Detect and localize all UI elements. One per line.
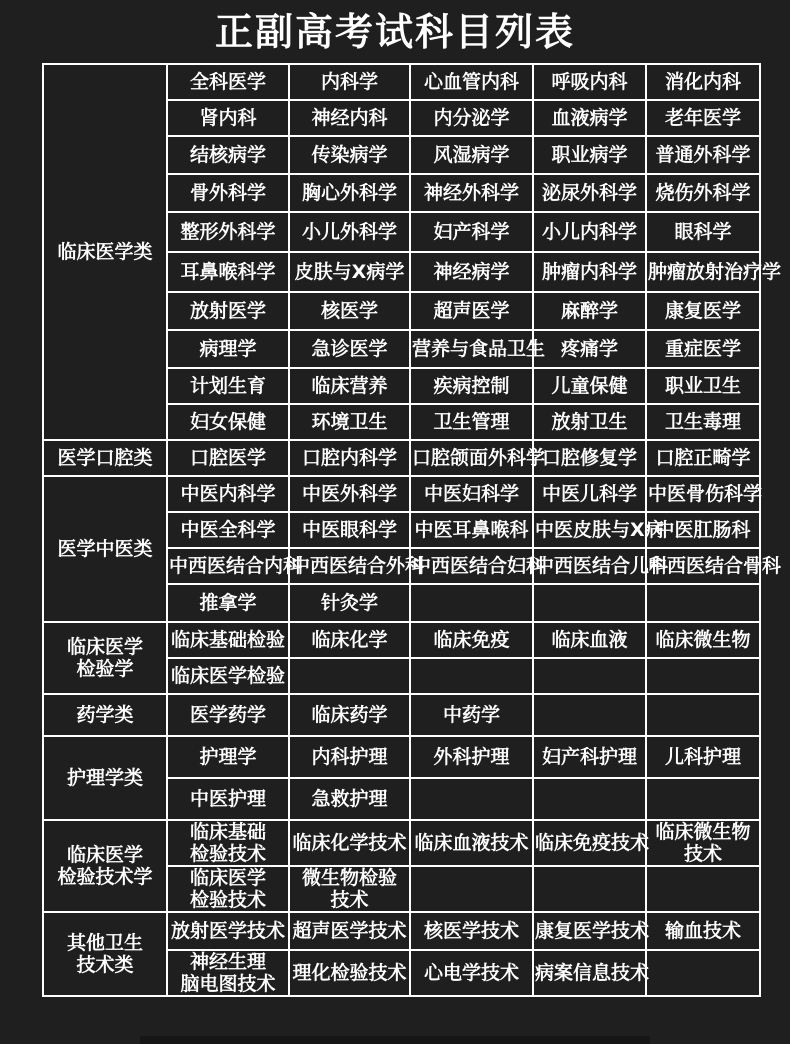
subject-cell: 临床免疫技术 bbox=[533, 820, 646, 866]
subject-cell: 输血技术 bbox=[646, 912, 760, 950]
subject-cell: 超声医学技术 bbox=[289, 912, 410, 950]
subject-cell: 口腔内科学 bbox=[289, 440, 410, 476]
subject-cell: 中西医结合骨科 bbox=[646, 548, 760, 584]
subject-cell: 针灸学 bbox=[289, 584, 410, 622]
subject-cell: 微生物检验 技术 bbox=[289, 866, 410, 912]
subject-cell: 普通外科学 bbox=[646, 136, 760, 174]
subject-cell: 临床医学 检验技术 bbox=[167, 866, 289, 912]
subject-cell: 放射医学 bbox=[167, 292, 289, 330]
subject-cell: 呼吸内科 bbox=[533, 64, 646, 100]
subject-cell: 妇产科护理 bbox=[533, 736, 646, 778]
category-cell: 护理学类 bbox=[43, 736, 167, 820]
subject-cell: 消化内科 bbox=[646, 64, 760, 100]
subject-cell bbox=[289, 658, 410, 694]
subject-cell: 中西医结合内科 bbox=[167, 548, 289, 584]
subject-cell: 中医皮肤与X病 bbox=[533, 512, 646, 548]
subject-cell: 临床血液 bbox=[533, 622, 646, 658]
subject-cell: 口腔颌面外科学 bbox=[410, 440, 533, 476]
subject-cell bbox=[646, 658, 760, 694]
subject-cell: 烧伤外科学 bbox=[646, 174, 760, 212]
category-cell: 药学类 bbox=[43, 694, 167, 736]
subject-cell: 职业病学 bbox=[533, 136, 646, 174]
subject-cell bbox=[410, 866, 533, 912]
category-cell: 医学中医类 bbox=[43, 476, 167, 622]
subject-cell: 神经外科学 bbox=[410, 174, 533, 212]
subject-cell bbox=[410, 658, 533, 694]
subject-cell: 中医护理 bbox=[167, 778, 289, 820]
subject-cell: 神经内科 bbox=[289, 100, 410, 136]
table-row bbox=[43, 622, 760, 658]
subject-cell: 内科护理 bbox=[289, 736, 410, 778]
category-cell: 临床医学 检验学 bbox=[43, 622, 167, 694]
subject-cell: 急救护理 bbox=[289, 778, 410, 820]
subject-cell: 中医妇科学 bbox=[410, 476, 533, 512]
subject-cell: 中医眼科学 bbox=[289, 512, 410, 548]
subject-cell: 妇女保健 bbox=[167, 404, 289, 440]
category-cell: 临床医学类 bbox=[43, 64, 167, 440]
subject-cell: 中医全科学 bbox=[167, 512, 289, 548]
table-row bbox=[43, 64, 760, 100]
subject-cell: 耳鼻喉科学 bbox=[167, 252, 289, 292]
subject-cell: 麻醉学 bbox=[533, 292, 646, 330]
subject-cell: 临床血液技术 bbox=[410, 820, 533, 866]
subject-cell: 临床基础检验 bbox=[167, 622, 289, 658]
subject-cell: 泌尿外科学 bbox=[533, 174, 646, 212]
subject-cell: 中医骨伤科学 bbox=[646, 476, 760, 512]
subject-cell: 心电学技术 bbox=[410, 950, 533, 996]
subject-cell: 疼痛学 bbox=[533, 330, 646, 368]
subject-cell bbox=[646, 584, 760, 622]
subject-cell: 整形外科学 bbox=[167, 212, 289, 252]
subject-cell: 临床化学 bbox=[289, 622, 410, 658]
subject-cell bbox=[646, 694, 760, 736]
table-row bbox=[43, 694, 760, 736]
subject-cell: 计划生育 bbox=[167, 368, 289, 404]
subject-cell: 放射医学技术 bbox=[167, 912, 289, 950]
subject-cell: 肿瘤放射治疗学 bbox=[646, 252, 760, 292]
subject-cell: 胸心外科学 bbox=[289, 174, 410, 212]
table-row bbox=[43, 440, 760, 476]
subject-cell bbox=[533, 584, 646, 622]
table-row bbox=[43, 476, 760, 512]
subject-cell: 卫生管理 bbox=[410, 404, 533, 440]
subject-cell: 核医学 bbox=[289, 292, 410, 330]
subject-cell: 中西医结合外科 bbox=[289, 548, 410, 584]
subject-cell: 内科学 bbox=[289, 64, 410, 100]
subject-cell: 理化检验技术 bbox=[289, 950, 410, 996]
subject-cell: 神经生理 脑电图技术 bbox=[167, 950, 289, 996]
subject-cell: 中医儿科学 bbox=[533, 476, 646, 512]
subject-cell: 传染病学 bbox=[289, 136, 410, 174]
subject-cell: 肿瘤内科学 bbox=[533, 252, 646, 292]
subject-cell: 血液病学 bbox=[533, 100, 646, 136]
subject-cell: 疾病控制 bbox=[410, 368, 533, 404]
subject-cell: 小儿外科学 bbox=[289, 212, 410, 252]
subject-cell bbox=[646, 950, 760, 996]
subject-cell: 核医学技术 bbox=[410, 912, 533, 950]
subject-cell: 内分泌学 bbox=[410, 100, 533, 136]
subject-cell bbox=[533, 866, 646, 912]
category-cell: 医学口腔类 bbox=[43, 440, 167, 476]
subject-cell: 中药学 bbox=[410, 694, 533, 736]
subject-cell: 风湿病学 bbox=[410, 136, 533, 174]
subject-cell: 康复医学技术 bbox=[533, 912, 646, 950]
subject-cell bbox=[646, 778, 760, 820]
subject-cell: 外科护理 bbox=[410, 736, 533, 778]
subject-cell: 中医肛肠科 bbox=[646, 512, 760, 548]
subject-cell: 临床营养 bbox=[289, 368, 410, 404]
subject-cell: 儿科护理 bbox=[646, 736, 760, 778]
subject-cell: 口腔医学 bbox=[167, 440, 289, 476]
subject-cell: 病案信息技术 bbox=[533, 950, 646, 996]
subject-cell: 口腔修复学 bbox=[533, 440, 646, 476]
subject-cell: 皮肤与X病学 bbox=[289, 252, 410, 292]
subject-cell bbox=[410, 778, 533, 820]
subject-cell: 神经病学 bbox=[410, 252, 533, 292]
subject-cell: 结核病学 bbox=[167, 136, 289, 174]
subject-cell: 临床基础 检验技术 bbox=[167, 820, 289, 866]
subject-cell: 中医内科学 bbox=[167, 476, 289, 512]
bottom-strip bbox=[140, 1036, 650, 1044]
subject-cell bbox=[533, 778, 646, 820]
table-row bbox=[43, 736, 760, 778]
subject-cell: 小儿内科学 bbox=[533, 212, 646, 252]
subject-cell: 临床化学技术 bbox=[289, 820, 410, 866]
subject-cell: 临床医学检验 bbox=[167, 658, 289, 694]
subject-cell: 超声医学 bbox=[410, 292, 533, 330]
subject-cell: 护理学 bbox=[167, 736, 289, 778]
table-row bbox=[43, 912, 760, 950]
subject-cell: 眼科学 bbox=[646, 212, 760, 252]
subject-cell: 职业卫生 bbox=[646, 368, 760, 404]
subject-cell: 中西医结合妇科 bbox=[410, 548, 533, 584]
page-title: 正副高考试科目列表 bbox=[214, 10, 575, 54]
subject-cell bbox=[533, 658, 646, 694]
subject-table bbox=[42, 63, 782, 997]
subject-cell: 中医耳鼻喉科 bbox=[410, 512, 533, 548]
subject-cell bbox=[533, 694, 646, 736]
subject-cell: 临床药学 bbox=[289, 694, 410, 736]
subject-cell: 病理学 bbox=[167, 330, 289, 368]
subject-cell: 急诊医学 bbox=[289, 330, 410, 368]
table-row bbox=[43, 820, 760, 866]
subject-cell: 儿童保健 bbox=[533, 368, 646, 404]
category-cell: 其他卫生 技术类 bbox=[43, 912, 167, 996]
subject-cell bbox=[646, 866, 760, 912]
subject-cell: 临床免疫 bbox=[410, 622, 533, 658]
subject-cell: 卫生毒理 bbox=[646, 404, 760, 440]
subject-cell: 临床微生物 bbox=[646, 622, 760, 658]
subject-cell: 心血管内科 bbox=[410, 64, 533, 100]
subject-cell: 中医外科学 bbox=[289, 476, 410, 512]
subject-cell: 临床微生物 技术 bbox=[646, 820, 760, 866]
subject-cell: 重症医学 bbox=[646, 330, 760, 368]
subject-cell: 妇产科学 bbox=[410, 212, 533, 252]
category-cell: 临床医学 检验技术学 bbox=[43, 820, 167, 912]
subject-cell: 推拿学 bbox=[167, 584, 289, 622]
subject-cell: 肾内科 bbox=[167, 100, 289, 136]
subject-cell: 康复医学 bbox=[646, 292, 760, 330]
subject-cell: 骨外科学 bbox=[167, 174, 289, 212]
subject-cell: 中西医结合儿科 bbox=[533, 548, 646, 584]
subject-cell: 医学药学 bbox=[167, 694, 289, 736]
subject-cell: 口腔正畸学 bbox=[646, 440, 760, 476]
subject-cell: 环境卫生 bbox=[289, 404, 410, 440]
subject-cell: 放射卫生 bbox=[533, 404, 646, 440]
subject-cell: 老年医学 bbox=[646, 100, 760, 136]
subject-cell bbox=[410, 584, 533, 622]
subject-cell: 营养与食品卫生 bbox=[410, 330, 533, 368]
subject-cell: 全科医学 bbox=[167, 64, 289, 100]
